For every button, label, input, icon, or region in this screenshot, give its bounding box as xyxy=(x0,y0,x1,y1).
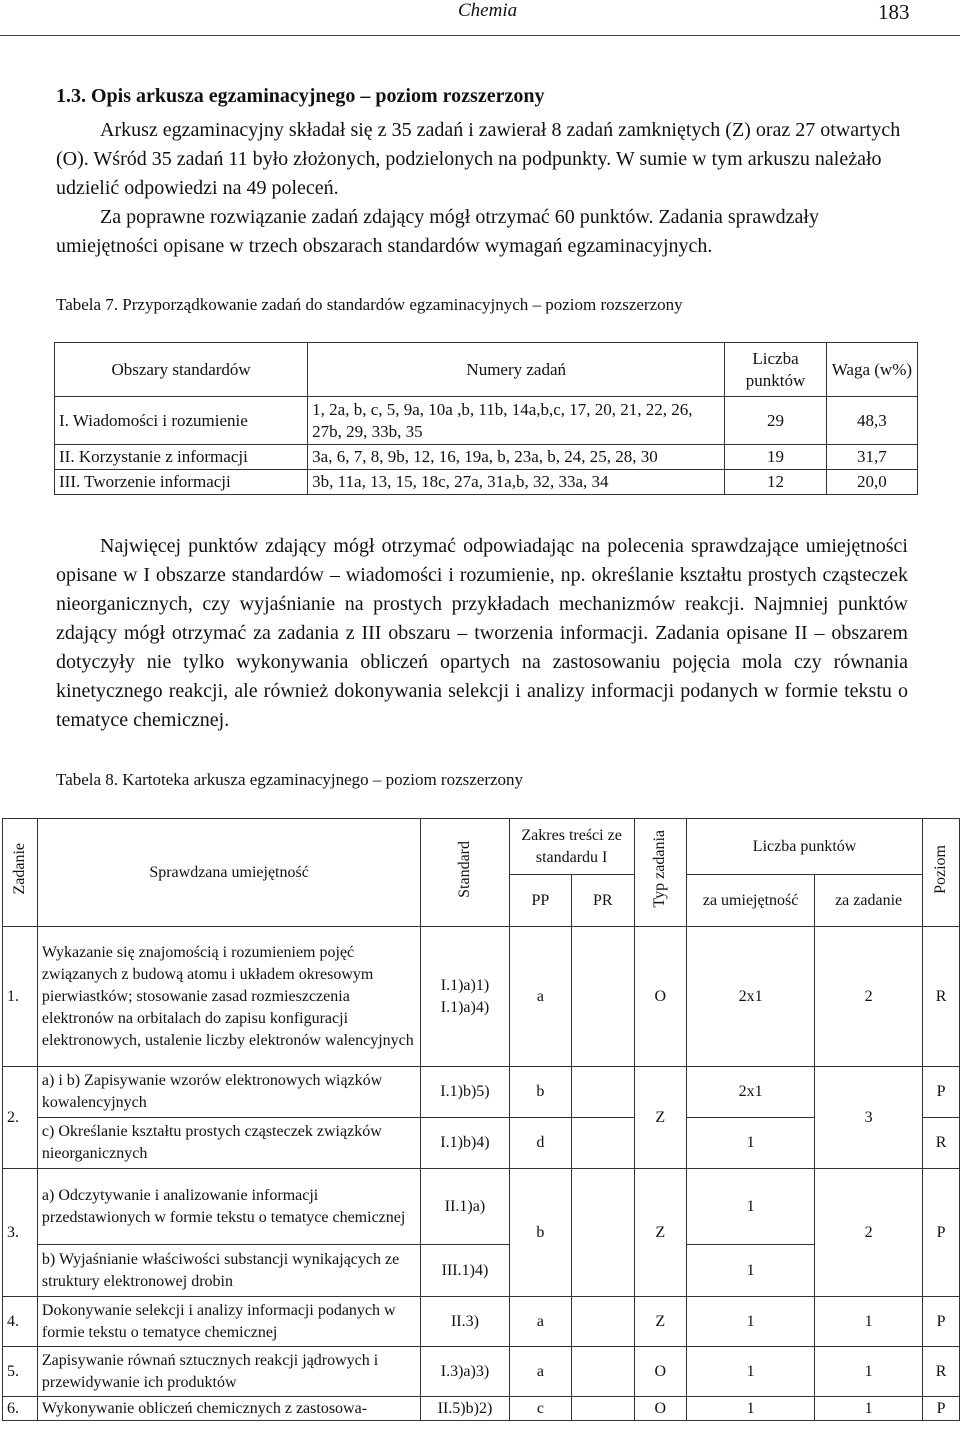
t8-points-skill: 2x1 xyxy=(687,927,815,1067)
t8-pr xyxy=(572,927,634,1067)
t8-level: R xyxy=(923,927,960,1067)
t8-points-skill: 1 xyxy=(687,1118,815,1169)
t8-points-task: 1 xyxy=(815,1347,923,1397)
t8-standard: III.1)4) xyxy=(421,1245,509,1297)
header-divider xyxy=(0,35,960,36)
t8-standard: II.5)b)2) xyxy=(421,1397,509,1421)
t8-points-skill: 2x1 xyxy=(687,1067,815,1118)
summary-text: Najwięcej punktów zdający mógł otrzymać odpowiadając na polecenia sprawdzające umiejętności opisane w I obszarze standardów – wiadomości i rozumienie, np. określanie kształtu prostych cząsteczek nieorganicznych, czy wyjaśnianie na prostych przykładach mechanizmów reakcji. Najmniej punktów zdający mógł otrzymać za zadania z III obszaru – tworzenia informacji. Zadania opisane II – obszarem dotyczyły nie tylko wykonywania obliczeń opartych na zastosowaniu pojęcia mola czy równania kinetycznego reakcji, ale również dokonywania selekcji i analizy informacji podanych w formie tekstu o tematyce chemicznej. xyxy=(56,535,908,731)
table-row xyxy=(3,1297,960,1347)
t8-pp: a xyxy=(509,1347,571,1397)
t7-cell: III. Tworzenie informacji xyxy=(55,470,308,495)
intro-text-2: Za poprawne rozwiązanie zadań zdający mógł otrzymać 60 punktów. Zadania sprawdzały umiejętności opisane w trzech obszarach standardów wymagań egzaminacyjnych. xyxy=(56,206,819,257)
t8-typ: Z xyxy=(634,1169,687,1297)
t8-header-zakres: Zakres treści ze standardu I xyxy=(509,819,634,875)
t8-points-skill: 1 xyxy=(687,1397,815,1421)
t8-skill: Dokonywanie selekcji i analizy informacji podanych w formie tekstu o tematyce chemicznej xyxy=(37,1297,420,1347)
t8-standard: II.1)a) xyxy=(421,1169,509,1245)
t8-skill: Wykazanie się znajomością i rozumieniem pojęć związanych z budową atomu i układem okresowym pierwiastków; stosowanie zasad rozmieszczenia elektronów na orbitalach do zapisu konfiguracji elektronowych, ustalenie liczby elektronów walencyjnych xyxy=(37,927,420,1067)
t8-skill: b) Wyjaśnianie właściwości substancji wynikających ze struktury elektronowej drobin xyxy=(37,1245,420,1297)
t8-pr xyxy=(572,1297,634,1347)
t8-nr: 5. xyxy=(3,1347,38,1397)
t8-points-skill: 1 xyxy=(687,1297,815,1347)
t8-skill: Zapisywanie równań sztucznych reakcji jądrowych i przewidywanie ich produktów xyxy=(37,1347,420,1397)
intro-text-1: Arkusz egzaminacyjny składał się z 35 zadań i zawierał 8 zadań zamkniętych (Z) oraz 27 otwartych (O). Wśród 35 zadań 11 było złożonych, podzielonych na podpunkty. W sumie w tym arkuszu należało udzielić odpowiedzi na 49 poleceń. xyxy=(56,119,901,199)
t8-points-skill: 1 xyxy=(687,1245,815,1297)
t8-header-za-zadanie: za zadanie xyxy=(815,875,923,927)
t7-header-obszary: Obszary standardów xyxy=(55,343,308,397)
t7-cell: 12 xyxy=(725,470,826,495)
t7-cell: I. Wiadomości i rozumienie xyxy=(55,397,308,445)
t7-cell: 19 xyxy=(725,445,826,470)
t8-header-poziom: Poziom xyxy=(923,819,960,927)
table8 xyxy=(2,818,960,1421)
t8-pp: b xyxy=(509,1067,571,1118)
t8-standard: I.3)a)3) xyxy=(421,1347,509,1397)
t8-nr: 4. xyxy=(3,1297,38,1347)
t7-cell: 3a, 6, 7, 8, 9b, 12, 16, 19a, b, 23a, b, 24, 25, 28, 30 xyxy=(308,445,725,470)
t8-standard: I.1)b)5) xyxy=(421,1067,509,1118)
t7-header-numery: Numery zadań xyxy=(308,343,725,397)
t8-standard: I.1)b)4) xyxy=(421,1118,509,1169)
table-row xyxy=(3,927,960,1067)
t8-skill: c) Określanie kształtu prostych cząsteczek związków nieorganicznych xyxy=(37,1118,420,1169)
t8-nr: 1. xyxy=(3,927,38,1067)
table-row xyxy=(3,1169,960,1245)
t8-points-task: 1 xyxy=(815,1397,923,1421)
running-header-title: Chemia xyxy=(458,0,518,21)
t8-header-za-umiejetnosc: za umiejętność xyxy=(687,875,815,927)
summary-paragraph xyxy=(56,532,908,735)
t8-pr xyxy=(572,1118,634,1169)
t8-typ: O xyxy=(634,927,687,1067)
t8-header-umiejetnosc: Sprawdzana umiejętność xyxy=(37,819,420,927)
section-title: 1.3. Opis arkusza egzaminacyjnego – poziom rozszerzony xyxy=(56,85,545,107)
t8-header-pr: PR xyxy=(572,875,634,927)
t8-pp: d xyxy=(509,1118,571,1169)
t8-typ: Z xyxy=(634,1067,687,1169)
t8-level: P xyxy=(923,1397,960,1421)
t8-pr xyxy=(572,1067,634,1118)
intro-paragraph xyxy=(56,116,908,261)
t8-points-task: 1 xyxy=(815,1297,923,1347)
t8-points-task: 2 xyxy=(815,1169,923,1297)
t7-cell: 31,7 xyxy=(826,445,917,470)
t8-nr: 2. xyxy=(3,1067,38,1169)
t8-standard: II.3) xyxy=(421,1297,509,1347)
t8-typ: Z xyxy=(634,1297,687,1347)
t8-pp: b xyxy=(509,1169,571,1297)
t7-cell: II. Korzystanie z informacji xyxy=(55,445,308,470)
page-number: 183 xyxy=(878,0,910,24)
t8-level: P xyxy=(923,1169,960,1297)
t8-pp: a xyxy=(509,927,571,1067)
t8-level: R xyxy=(923,1347,960,1397)
t8-header-typ: Typ zadania xyxy=(634,819,687,927)
t8-skill: a) i b) Zapisywanie wzorów elektronowych wiązków kowalencyjnych xyxy=(37,1067,420,1118)
t8-points-task: 2 xyxy=(815,927,923,1067)
t8-header-zadanie: Zadanie xyxy=(3,819,38,927)
t7-cell: 48,3 xyxy=(826,397,917,445)
t8-points-skill: 1 xyxy=(687,1347,815,1397)
t8-pp: a xyxy=(509,1297,571,1347)
t8-typ: O xyxy=(634,1347,687,1397)
t8-nr: 3. xyxy=(3,1169,38,1297)
table8-caption: Tabela 8. Kartoteka arkusza egzaminacyjnego – poziom rozszerzony xyxy=(56,770,524,789)
t8-pr xyxy=(572,1397,634,1421)
table7-caption: Tabela 7. Przyporządkowanie zadań do standardów egzaminacyjnych – poziom rozszerzony xyxy=(56,295,683,314)
t8-level: R xyxy=(923,1118,960,1169)
t8-standard: I.1)a)1) I.1)a)4) xyxy=(421,927,509,1067)
table-row xyxy=(55,445,918,470)
t8-nr: 6. xyxy=(3,1397,38,1421)
t7-cell: 20,0 xyxy=(826,470,917,495)
t7-cell: 3b, 11a, 13, 15, 18c, 27a, 31a,b, 32, 33a, 34 xyxy=(308,470,725,495)
t8-skill: Wykonywanie obliczeń chemicznych z zastosowa- xyxy=(37,1397,420,1421)
t8-header-liczba: Liczba punktów xyxy=(687,819,923,875)
t8-level: P xyxy=(923,1297,960,1347)
t7-header-liczba: Liczba punktów xyxy=(725,343,826,397)
t7-cell: 1, 2a, b, c, 5, 9a, 10a ,b, 11b, 14a,b,c, 17, 20, 21, 22, 26, 27b, 29, 33b, 35 xyxy=(308,397,725,445)
table7 xyxy=(54,342,918,495)
t8-pr xyxy=(572,1169,634,1297)
table-row xyxy=(3,1067,960,1118)
t8-points-skill: 1 xyxy=(687,1169,815,1245)
table-row xyxy=(3,1347,960,1397)
t7-cell: 29 xyxy=(725,397,826,445)
t8-header-standard: Standard xyxy=(421,819,509,927)
t8-pp: c xyxy=(509,1397,571,1421)
t8-level: P xyxy=(923,1067,960,1118)
t8-skill: a) Odczytywanie i analizowanie informacji przedstawionych w formie tekstu o tematyce chemicznej xyxy=(37,1169,420,1245)
table-row xyxy=(55,397,918,445)
t8-points-task: 3 xyxy=(815,1067,923,1169)
table-row xyxy=(55,470,918,495)
t8-pr xyxy=(572,1347,634,1397)
table-row xyxy=(3,1397,960,1421)
t7-header-waga: Waga (w%) xyxy=(826,343,917,397)
t8-typ: O xyxy=(634,1397,687,1421)
t8-header-pp: PP xyxy=(509,875,571,927)
